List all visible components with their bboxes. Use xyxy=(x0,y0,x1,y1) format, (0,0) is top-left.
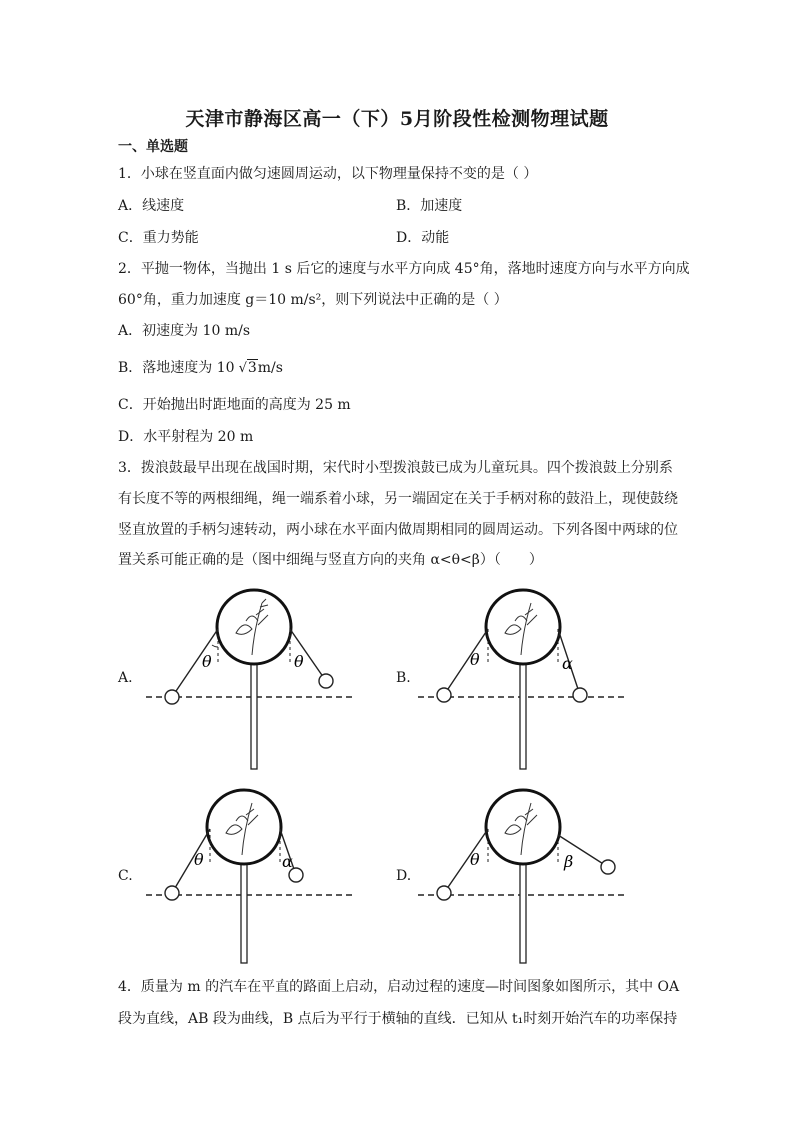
figure-b-drum xyxy=(412,585,632,770)
q2-stem-line1: 2．平抛一物体，当抛出 1 s 后它的速度与水平方向成 45°角，落地时速度方向与水平方向成 xyxy=(118,261,690,277)
left-ball xyxy=(437,688,451,702)
q4-line1: 4．质量为 m 的汽车在平直的路面上启动，启动过程的速度—时间图象如图所示，其中 OA xyxy=(118,979,680,995)
drum-circle xyxy=(217,590,291,664)
drum-circle xyxy=(486,790,560,864)
q1-option-d: D．动能 xyxy=(396,230,450,246)
q2-option-b-prefix: B．落地速度为 10 xyxy=(118,360,235,376)
figure-a-label: A. xyxy=(118,670,133,686)
sqrt-expression xyxy=(239,358,258,379)
figure-c-drum xyxy=(140,785,360,965)
figure-d-label: D. xyxy=(396,868,412,884)
left-string xyxy=(444,829,488,893)
q1-option-c: C．重力势能 xyxy=(118,230,199,246)
q3-line3: 竖直放置的手柄匀速转动，两小球在水平面内做周期相同的圆周运动。下列各图中两球的位 xyxy=(118,522,678,538)
handle-stick xyxy=(241,863,247,963)
right-angle-label: θ xyxy=(294,652,304,671)
figure-b-label: B. xyxy=(396,670,411,686)
left-angle-label: θ xyxy=(202,652,212,671)
q1-option-a: A．线速度 xyxy=(118,198,185,214)
figure-d-drum xyxy=(412,785,642,965)
left-angle-label: θ xyxy=(470,850,480,869)
left-ball xyxy=(165,886,179,900)
q2-option-b xyxy=(118,358,283,379)
left-ball xyxy=(437,886,451,900)
drum-circle xyxy=(486,590,560,664)
q2-option-d: D．水平射程为 20 m xyxy=(118,429,254,445)
right-ball xyxy=(319,674,333,688)
handle-stick xyxy=(251,663,257,769)
q2-option-a: A．初速度为 10 m/s xyxy=(118,323,251,339)
q2-option-b-unit: m/s xyxy=(257,360,283,376)
q4-line2: 段为直线，AB 段为曲线，B 点后为平行于横轴的直线．已知从 t₁时刻开始汽车的功率保持 xyxy=(118,1011,678,1027)
sqrt-radicand: 3 xyxy=(247,360,257,376)
q1-stem: 1．小球在竖直面内做匀速圆周运动，以下物理量保持不变的是（ ） xyxy=(118,166,538,182)
right-angle-label: α xyxy=(562,654,573,673)
q2-option-c: C．开始抛出时距地面的高度为 25 m xyxy=(118,397,351,413)
right-ball xyxy=(573,688,587,702)
left-string xyxy=(172,829,210,893)
q1-option-b: B．加速度 xyxy=(396,198,463,214)
figure-a-drum xyxy=(140,585,360,770)
sqrt-symbol: √ xyxy=(238,361,247,376)
drum-circle xyxy=(207,790,281,864)
right-angle-label: β xyxy=(564,852,574,871)
left-angle-arc xyxy=(212,645,218,647)
q2-stem-line2: 60°角，重力加速度 g＝10 m/s²，则下列说法中正确的是（ ） xyxy=(118,292,508,308)
q3-line2: 有长度不等的两根细绳，绳一端系着小球，另一端固定在关于手柄对称的鼓沿上，现使鼓绕 xyxy=(118,491,678,507)
handle-stick xyxy=(520,863,526,963)
left-ball xyxy=(165,690,179,704)
left-angle-label: θ xyxy=(470,650,480,669)
figure-c-label: C. xyxy=(118,868,133,884)
q3-line1: 3．拨浪鼓最早出现在战国时期，宋代时小型拨浪鼓已成为儿童玩具。四个拨浪鼓上分别系 xyxy=(118,460,673,476)
left-angle-label: θ xyxy=(194,850,204,869)
q3-line4: 置关系可能正确的是（图中细绳与竖直方向的夹角 α<θ<β）（ ） xyxy=(118,552,543,568)
section-heading: 一、单选题 xyxy=(118,139,188,155)
right-angle-label: α xyxy=(282,852,293,871)
right-ball xyxy=(601,860,615,874)
handle-stick xyxy=(520,663,526,769)
left-string xyxy=(444,629,488,695)
page-title: 天津市静海区高一（下）5月阶段性检测物理试题 xyxy=(185,108,609,130)
